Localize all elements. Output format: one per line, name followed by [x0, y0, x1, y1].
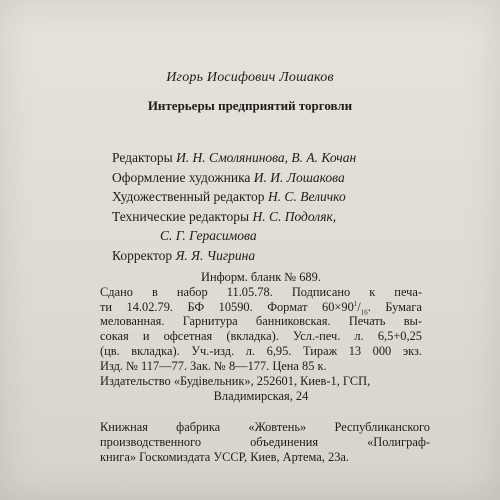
imprint-format-sup: 1 [353, 299, 358, 308]
credit-label: Технические редакторы [112, 208, 250, 224]
credits-block [112, 148, 442, 265]
credit-corrector [112, 246, 442, 266]
factory-line: Книжная фабрика «Жовтень» Республиканского [100, 420, 430, 434]
credit-name: И. И. Лошакова [253, 169, 345, 185]
credit-label: Редакторы [112, 150, 173, 165]
credit-label: Художественный редактор [112, 189, 265, 204]
printing-factory-block [100, 420, 430, 465]
credit-design [112, 168, 442, 188]
credit-name: Н. С. Подоляк, [252, 208, 337, 224]
imprint-blank: Информ. бланк № 689. [201, 270, 321, 284]
credit-label: Оформление художника [112, 169, 251, 185]
book-title: Интерьеры предприятий торговли [147, 98, 353, 113]
imprint-format-tail: . Бумага [367, 299, 422, 314]
publisher-line: Издательство «Будівельник», 252601, Киев-1, ГСП, [100, 374, 371, 388]
imprint-format-sub: 16 [360, 308, 368, 317]
imprint-line: (цв. вкладка). Уч.-изд. л. 6,95. Тираж 13 000 экз. [100, 343, 422, 358]
author-name: Игорь Иосифович Лошаков [166, 70, 334, 85]
publisher-block [100, 374, 422, 404]
credit-name: Н. С. Величко [267, 189, 346, 204]
imprint-line: ти 14.02.79. БФ 10590. Формат $60\times 90^1/_{16}$. Бумага [100, 299, 422, 317]
imprint-format-text: ти 14.02.79. БФ 10590. Формат 60×90 [100, 299, 354, 314]
credit-name: И. Н. Смолянинова, В. А. Кочан [176, 150, 357, 165]
imprint-line: мелованная. Гарнитура банниковская. Печать вы- [100, 314, 422, 329]
credit-art-editor [112, 187, 442, 207]
credit-label: Корректор [112, 247, 173, 263]
factory-line: книга» Госкомиздата УССР, Киев, Артема, 23а. [100, 450, 349, 464]
credit-tech-editors-cont [112, 226, 442, 246]
imprint-line: сокая и офсетная (вкладка). Усл.-печ. л. 6,5+0,25 [100, 329, 422, 344]
credit-tech-editors [112, 207, 442, 227]
credit-editors [112, 148, 442, 168]
imprint-line: Сдано в набор 11.05.78. Подписано к печа- [100, 284, 422, 299]
credit-name: С. Г. Герасимова [160, 228, 257, 243]
imprint-block [100, 270, 422, 374]
imprint-line: Изд. № 117—77. Зак. № 8—177. Цена 85 к. [100, 358, 327, 373]
publisher-line: Владимирская, 24 [213, 389, 309, 403]
factory-line: производственного объединения «Полиграф- [100, 435, 430, 449]
credit-name: Я. Я. Чигрина [175, 247, 256, 263]
